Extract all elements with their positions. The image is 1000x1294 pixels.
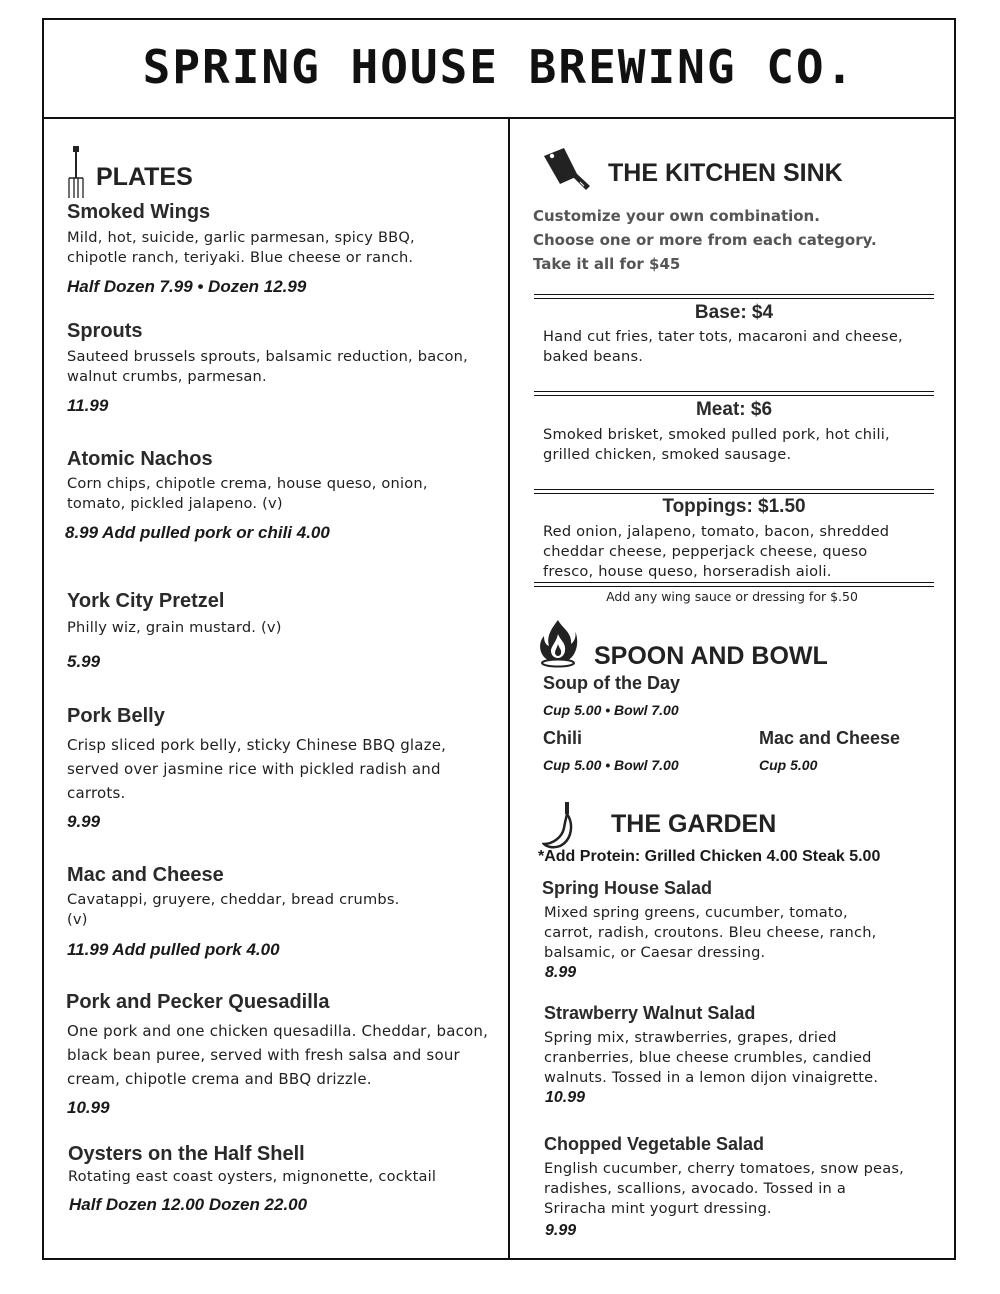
item-name: York City Pretzel: [67, 590, 225, 612]
sauce-note: Add any wing sauce or dressing for $.50: [606, 589, 858, 604]
intro-line: Customize your own combination.: [533, 207, 820, 225]
salad-price: 8.99: [545, 964, 577, 981]
salad-price: 9.99: [545, 1222, 577, 1239]
intro-line: Choose one or more from each category.: [533, 231, 877, 249]
item-price: Half Dozen 7.99 • Dozen 12.99: [67, 277, 307, 296]
salad-desc-line: English cucumber, cherry tomatoes, snow peas,: [544, 1160, 904, 1177]
item-desc-line: Mild, hot, suicide, garlic parmesan, spicy BBQ,: [67, 229, 415, 246]
category-desc-line: Smoked brisket, smoked pulled pork, hot chili,: [543, 426, 890, 443]
category-desc-line: grilled chicken, smoked sausage.: [543, 446, 792, 463]
item-price: 11.99 Add pulled pork 4.00: [67, 940, 280, 959]
item-desc-line: Cavatappi, gruyere, cheddar, bread crumbs.: [67, 891, 400, 908]
salad-desc-line: radishes, scallions, avocado. Tossed in a: [544, 1180, 846, 1197]
category-desc-line: baked beans.: [543, 348, 644, 365]
double-rule: [534, 582, 934, 587]
salad-price: 10.99: [545, 1089, 586, 1106]
salad-desc-line: carrot, radish, croutons. Bleu cheese, ranch,: [544, 924, 877, 941]
sickle-icon: [542, 800, 578, 850]
item-price: 10.99: [67, 1098, 110, 1117]
item-name: Atomic Nachos: [67, 448, 213, 470]
item-desc-line: carrots.: [67, 784, 126, 802]
item-desc-line: tomato, pickled jalapeno. (v): [67, 495, 283, 512]
add-protein-note: *Add Protein: Grilled Chicken 4.00 Steak 5.00: [538, 848, 881, 865]
item-desc-line: walnut crumbs, parmesan.: [67, 368, 267, 385]
item-name: Oysters on the Half Shell: [68, 1143, 305, 1165]
item-name: Pork Belly: [67, 705, 165, 727]
item-price: 5.99: [67, 652, 101, 671]
item-desc-line: Sauteed brussels sprouts, balsamic reduction, bacon,: [67, 348, 468, 365]
soup-name: Soup of the Day: [543, 673, 681, 693]
chili-price: Cup 5.00 • Bowl 7.00: [543, 757, 679, 773]
salad-desc-line: walnuts. Tossed in a lemon dijon vinaigrette.: [544, 1069, 879, 1086]
kitchen-sink-heading: THE KITCHEN SINK: [608, 159, 843, 187]
category-title: Toppings: $1.50: [662, 496, 806, 517]
salad-name: Strawberry Walnut Salad: [544, 1003, 756, 1023]
category-desc-line: cheddar cheese, pepperjack cheese, queso: [543, 543, 868, 560]
flame-icon: [538, 618, 578, 668]
mac-cheese-bowl-price: Cup 5.00: [759, 757, 818, 773]
salad-desc-line: cranberries, blue cheese crumbles, candied: [544, 1049, 872, 1066]
item-desc-line: One pork and one chicken quesadilla. Cheddar, bacon,: [67, 1022, 489, 1040]
category-desc-line: Red onion, jalapeno, tomato, bacon, shredded: [543, 523, 890, 540]
item-desc-line: (v): [67, 911, 88, 928]
spoon-bowl-heading: SPOON AND BOWL: [594, 642, 828, 670]
item-desc-line: Philly wiz, grain mustard. (v): [67, 619, 282, 636]
plates-heading: PLATES: [96, 163, 193, 191]
item-name: Mac and Cheese: [67, 864, 224, 886]
category-desc-line: fresco, house queso, horseradish aioli.: [543, 563, 832, 580]
item-price: 8.99 Add pulled pork or chili 4.00: [65, 523, 330, 542]
column-divider: [508, 118, 510, 1260]
item-name: Smoked Wings: [67, 201, 211, 223]
item-name: Pork and Pecker Quesadilla: [66, 991, 330, 1013]
item-name: Sprouts: [67, 320, 143, 342]
double-rule: [534, 489, 934, 494]
double-rule: [534, 294, 934, 299]
salad-name: Spring House Salad: [542, 878, 713, 898]
brand-title: SPRING HOUSE BREWING CO.: [142, 40, 856, 94]
pitchfork-icon: [66, 144, 86, 200]
chili-name: Chili: [543, 728, 582, 748]
salad-desc-line: Mixed spring greens, cucumber, tomato,: [544, 904, 848, 921]
item-desc-line: chipotle ranch, teriyaki. Blue cheese or ranch.: [67, 249, 414, 266]
header-divider: [42, 117, 956, 119]
double-rule: [534, 391, 934, 396]
soup-price: Cup 5.00 • Bowl 7.00: [543, 702, 679, 718]
category-desc-line: Hand cut fries, tater tots, macaroni and cheese,: [543, 328, 903, 345]
mac-cheese-bowl-name: Mac and Cheese: [759, 728, 901, 748]
item-desc-line: cream, chipotle crema and BBQ drizzle.: [67, 1070, 372, 1088]
category-title: Base: $4: [694, 302, 774, 323]
category-title: Meat: $6: [695, 399, 773, 420]
item-desc-line: served over jasmine rice with pickled radish and: [67, 760, 441, 778]
salad-name: Chopped Vegetable Salad: [544, 1134, 765, 1154]
garden-heading: THE GARDEN: [611, 810, 777, 838]
item-desc-line: black bean puree, served with fresh salsa and sour: [67, 1046, 460, 1064]
item-desc-line: Corn chips, chipotle crema, house queso, onion,: [67, 475, 428, 492]
intro-line: Take it all for $45: [533, 255, 681, 273]
item-price: 9.99: [67, 812, 101, 831]
salad-desc-line: Sriracha mint yogurt dressing.: [544, 1200, 772, 1217]
salad-desc-line: Spring mix, strawberries, grapes, dried: [544, 1029, 837, 1046]
item-price: Half Dozen 12.00 Dozen 22.00: [69, 1195, 308, 1214]
item-price: 11.99: [67, 396, 109, 415]
cleaver-icon: [540, 146, 594, 196]
salad-desc-line: balsamic, or Caesar dressing.: [544, 944, 766, 961]
item-desc-line: Crisp sliced pork belly, sticky Chinese BBQ glaze,: [67, 736, 447, 754]
item-desc-line: Rotating east coast oysters, mignonette, cocktail: [68, 1168, 437, 1185]
